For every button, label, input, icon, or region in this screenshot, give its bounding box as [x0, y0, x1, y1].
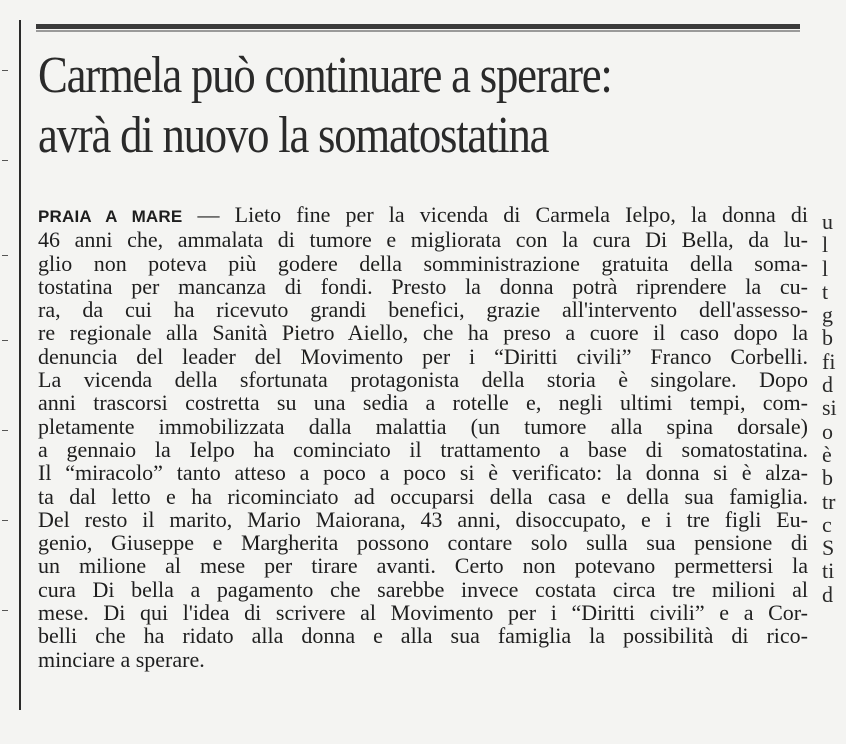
article-line: minciare a sperare. — [38, 646, 205, 672]
article-line-1 — [38, 203, 808, 228]
rule-mark — [2, 255, 8, 256]
fragment: si — [822, 395, 837, 421]
headline-line-1: Carmela può continuare a sperare: — [38, 47, 612, 104]
rule-mark — [2, 430, 8, 431]
fragment: l — [822, 232, 829, 258]
article-line: 46 anni che, ammalata di tumore e migliorata con la cura Di Bella, da lu- — [38, 227, 808, 253]
fragment: b — [822, 465, 833, 491]
fragment: d — [822, 372, 833, 398]
article-line: mese. Di qui l'idea di scrivere al Movimento per i “Diritti civili” e a Cor- — [38, 600, 808, 626]
fragment: t — [822, 278, 829, 304]
article-line: a gennaio la Ielpo ha cominciato il trattamento a base di somatostatina. — [38, 436, 808, 462]
fragment: c — [822, 511, 832, 537]
fragment: o — [822, 418, 833, 444]
article-line: Del resto il marito, Mario Maiorana, 43 anni, disoccupato, e i tre figli Eu- — [38, 506, 808, 532]
top-rule — [36, 24, 800, 29]
article-line: Il “miracolo” tanto atteso a poco a poco si è verificato: la donna si è alza- — [38, 460, 808, 486]
article-line: tostatina per mancanza di fondi. Presto la donna potrà riprendere la cu- — [38, 273, 808, 299]
headline — [38, 46, 700, 166]
fragment: ti — [822, 558, 835, 584]
fragment: l — [822, 255, 829, 281]
fragment: fi — [822, 348, 836, 374]
article-line: ra, da cui ha ricevuto grandi benefici, grazie all'intervento dell'assesso- — [38, 297, 808, 323]
fragment: g — [822, 302, 833, 328]
article-line: pletamente immobilizzata dalla malattia (un tumore alla spina dorsale) — [38, 413, 808, 439]
article-line: anni trascorsi costretta su una sedia a rotelle e, negli ultimi tempi, com- — [38, 390, 808, 416]
article-line: ta dal letto e ha ricominciato ad occuparsi della casa e della sua famiglia. — [38, 483, 808, 509]
rule-mark — [2, 520, 8, 521]
fragment: S — [822, 535, 835, 561]
article-line: re regionale alla Sanità Pietro Aiello, che ha preso a cuore il caso dopo la — [38, 320, 808, 346]
article-line: genio, Giuseppe e Margherita possono contare solo sulla sua pensione di — [38, 530, 808, 556]
rule-mark — [2, 70, 8, 71]
fragment: b — [822, 325, 833, 351]
headline-line-2: avrà di nuovo la somatostatina — [38, 107, 549, 164]
fragment: d — [822, 581, 833, 607]
article-line: glio non poteva più godere della somministrazione gratuita della soma- — [38, 250, 808, 276]
left-column-rule — [19, 20, 21, 710]
article-line: belli che ha ridato alla donna e alla sua famiglia la possibilità di rico- — [38, 623, 808, 649]
fragment: è — [822, 441, 832, 467]
article-line-1-text: — Lieto fine per la vicenda di Carmela Ielpo, la donna di — [182, 202, 809, 227]
rule-mark — [2, 340, 8, 341]
article-line: La vicenda della sfortunata protagonista della storia è singolare. Dopo — [38, 367, 808, 393]
top-rule-shadow — [36, 30, 800, 32]
article-line: denuncia del leader del Movimento per i “Diritti civili” Franco Corbelli. — [38, 343, 808, 369]
adjacent-column-fragments — [822, 210, 846, 606]
fragment: tr — [822, 488, 836, 514]
rule-mark — [2, 610, 8, 611]
article-body — [38, 203, 808, 671]
article-line: un milione al mese per tirare avanti. Certo non potevano permettersi la — [38, 553, 808, 579]
fragment: u — [822, 209, 833, 234]
dateline: PRAIA A MARE — [38, 207, 183, 226]
article-line: cura Di bella a pagamento che sarebbe invece costata circa tre milioni al — [38, 576, 808, 602]
rule-mark — [2, 160, 8, 161]
